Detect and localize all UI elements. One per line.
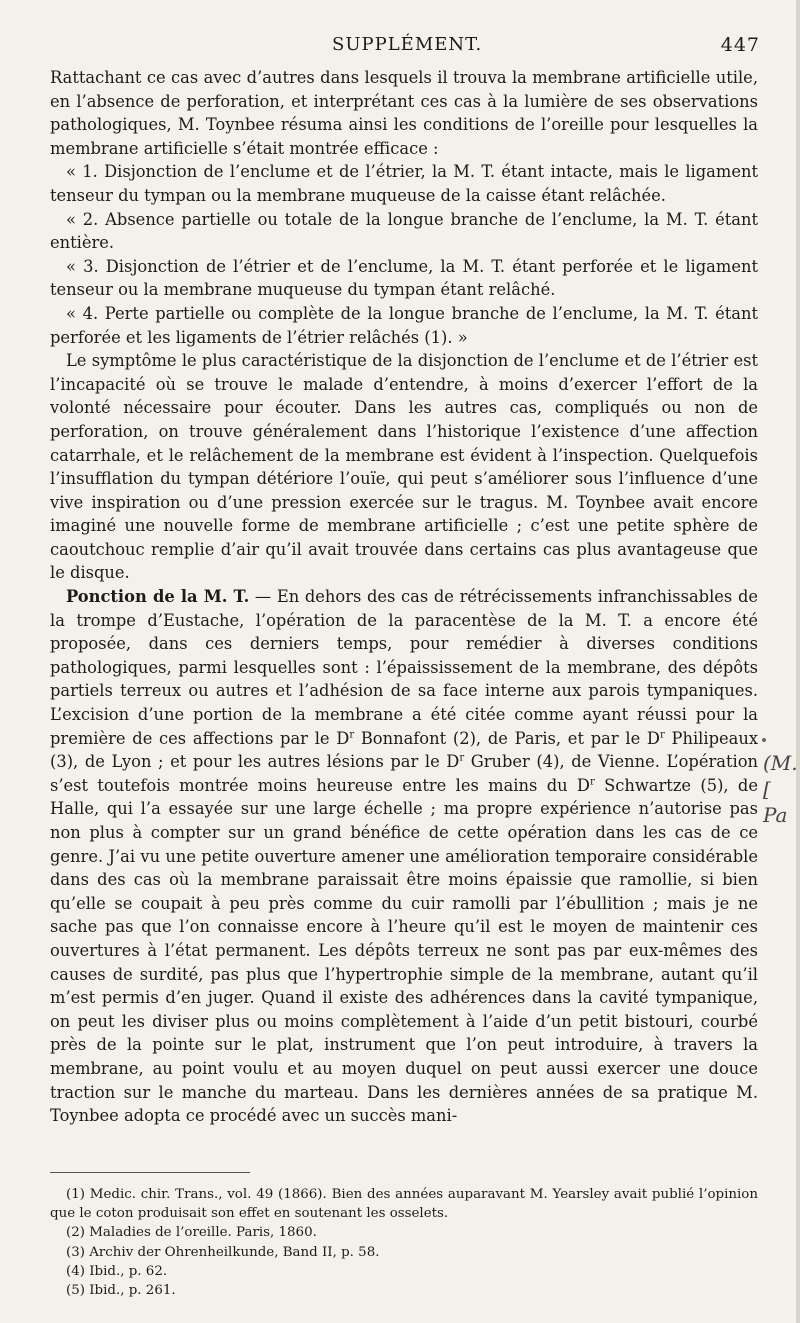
- ponction-text-a: — En dehors des cas de rétrécissements infranchissables de la trompe d’Eustache, l’opération de la paracentèse de la M. T. a encore été proposée, dans ces derniers temps, pour remédier à diverses conditions pathologiques, parmi lesquelles sont : l’épaississement de la membrane, des dépôts partiels terreux ou autres et l’adhésion de sa face interne aux parois tympaniques. L’excision d’une portion de la membrane a été citée comme ayant réussi pour la première de ces affections par le D: [50, 587, 758, 748]
- footnote-rule: [50, 1172, 250, 1173]
- section-heading-ponction: Ponction de la M. T.: [66, 587, 250, 607]
- paragraph-condition-2: « 2. Absence partielle ou totale de la longue branche de l’enclume, la M. T. étant entière.: [50, 209, 758, 253]
- page-edge: [796, 0, 800, 1323]
- footnotes: [50, 1185, 758, 1300]
- ponction-text-e: Schwartze (5), de Halle, qui l’a essayée sur une large échelle ; ma propre expérience n’autorise pas non plus à compter sur un grand bénéfice de cette opération dans les cas de ce genre. J’ai vu une petite ouverture amener une amélioration temporaire considérable dans des cas où la membrane paraissait être moins épaissie que ramollie, si bien qu’elle se coupait à peu près comme du cuir ramolli par l’ébullition ; mais je ne sache pas que l’on connaisse encore à l’heure qu’il est le moyen de maintenir ces ouvertures à l’état permanent. Les dépôts terreux ne sont pas par eux-mêmes des causes de surdité, pas plus que l’hypertrophie simple de la membrane, autant qu’il m’est permis d’en juger. Quand il existe des adhérences dans la cavité tympanique, on peut les diviser plus ou moins complètement à l’aide d’un petit bistouri, courbé près de la pointe sur le plat, instrument que l’on peut introduire, à travers la membrane, au point voulu et au moyen duquel on peut aussi exercer une douce traction sur le manche du marteau. Dans les dernières années de sa pratique M. Toynbee adopta ce procédé avec un succès mani-: [50, 775, 758, 1126]
- paragraph-intro: Rattachant ce cas avec d’autres dans lesquels il trouva la membrane artificielle utile, en l’absence de perforation, et interprétant ces cas à la lumière de ses observations pathologiques, M. Toynbee résuma ainsi les conditions de l’oreille pour lesquelles la membrane artificielle s’était montrée efficace :: [50, 68, 758, 158]
- ponction-text-b: Bonnafont (2), de Paris, et par le D: [354, 728, 660, 748]
- page-number: 447: [720, 34, 760, 56]
- paragraph-condition-1: « 1. Disjonction de l’enclume et de l’étrier, la M. T. étant intacte, mais le ligament tenseur du tympan ou la membrane muqueuse de la caisse étant relâchée.: [50, 162, 758, 205]
- paragraph-condition-4: « 4. Perte partielle ou complète de la longue branche de l’enclume, la M. T. étant perforée et les ligaments de l’étrier relâchés (1). »: [50, 303, 758, 347]
- margin-note-line-2: [ Pa: [763, 777, 788, 827]
- running-header: [50, 34, 760, 60]
- paragraph-condition-3: « 3. Disjonction de l’étrier et de l’enclume, la M. T. étant perforée et le ligament tenseur ou la membrane muqueuse du tympan étant relâché.: [50, 256, 758, 300]
- footnote-3: (3) Archiv der Ohrenheilkunde, Band II, p. 58.: [66, 1244, 380, 1260]
- margin-note-line-1: (M.: [763, 751, 798, 775]
- dr-superscript: r: [459, 752, 465, 764]
- ponction-text-c: Philipeaux (3), de Lyon ; et pour les autres lésions par le D: [50, 728, 759, 772]
- handwritten-margin-note: [763, 750, 800, 828]
- footnote-1: (1) Medic. chir. Trans., vol. 49 (1866). Bien des années auparavant M. Yearsley avait publié l’opinion que le coton produisait son effet en soutenant les osselets.: [50, 1187, 758, 1222]
- dr-superscript: r: [349, 729, 355, 741]
- dr-superscript: r: [589, 776, 595, 788]
- dr-superscript: r: [660, 729, 665, 741]
- footnote-2: (2) Maladies de l’oreille. Paris, 1860.: [66, 1225, 317, 1241]
- footnote-5: (5) Ibid., p. 261.: [66, 1283, 176, 1299]
- running-title: SUPPLÉMENT.: [332, 34, 483, 55]
- paragraph-symptom: Le symptôme le plus caractéristique de la disjonction de l’enclume et de l’étrier est l’incapacité où se trouve le malade d’entendre, à moins d’exercer l’effort de la volonté nécessaire pour écouter. Dans les autres cas, compliqués ou non de perforation, on trouve généralement dans l’historique l’existence d’une affection catarrhale, et le relâchement de la membrane est évident à l’inspection. Quelquefois l’insufflation du tympan détériore l’ouïe, qui peut s’améliorer sous l’influence d’une vive inspiration ou d’une pression exercée sur le tragus. M. Toynbee avait encore imaginé une nouvelle forme de membrane artificielle ; c’est une petite sphère de caoutchouc remplie d’air qu’il avait trouvée dans certains cas plus avantageuse que le disque.: [50, 351, 758, 583]
- paragraph-ponction: [50, 585, 758, 1128]
- main-text: [50, 66, 758, 1128]
- footnote-4: (4) Ibid., p. 62.: [66, 1263, 168, 1279]
- margin-mark: [762, 738, 766, 742]
- ponction-text-d: Gruber (4), de Vienne. L’opération s’est toutefois montrée moins heureuse entre les mains du D: [50, 752, 758, 795]
